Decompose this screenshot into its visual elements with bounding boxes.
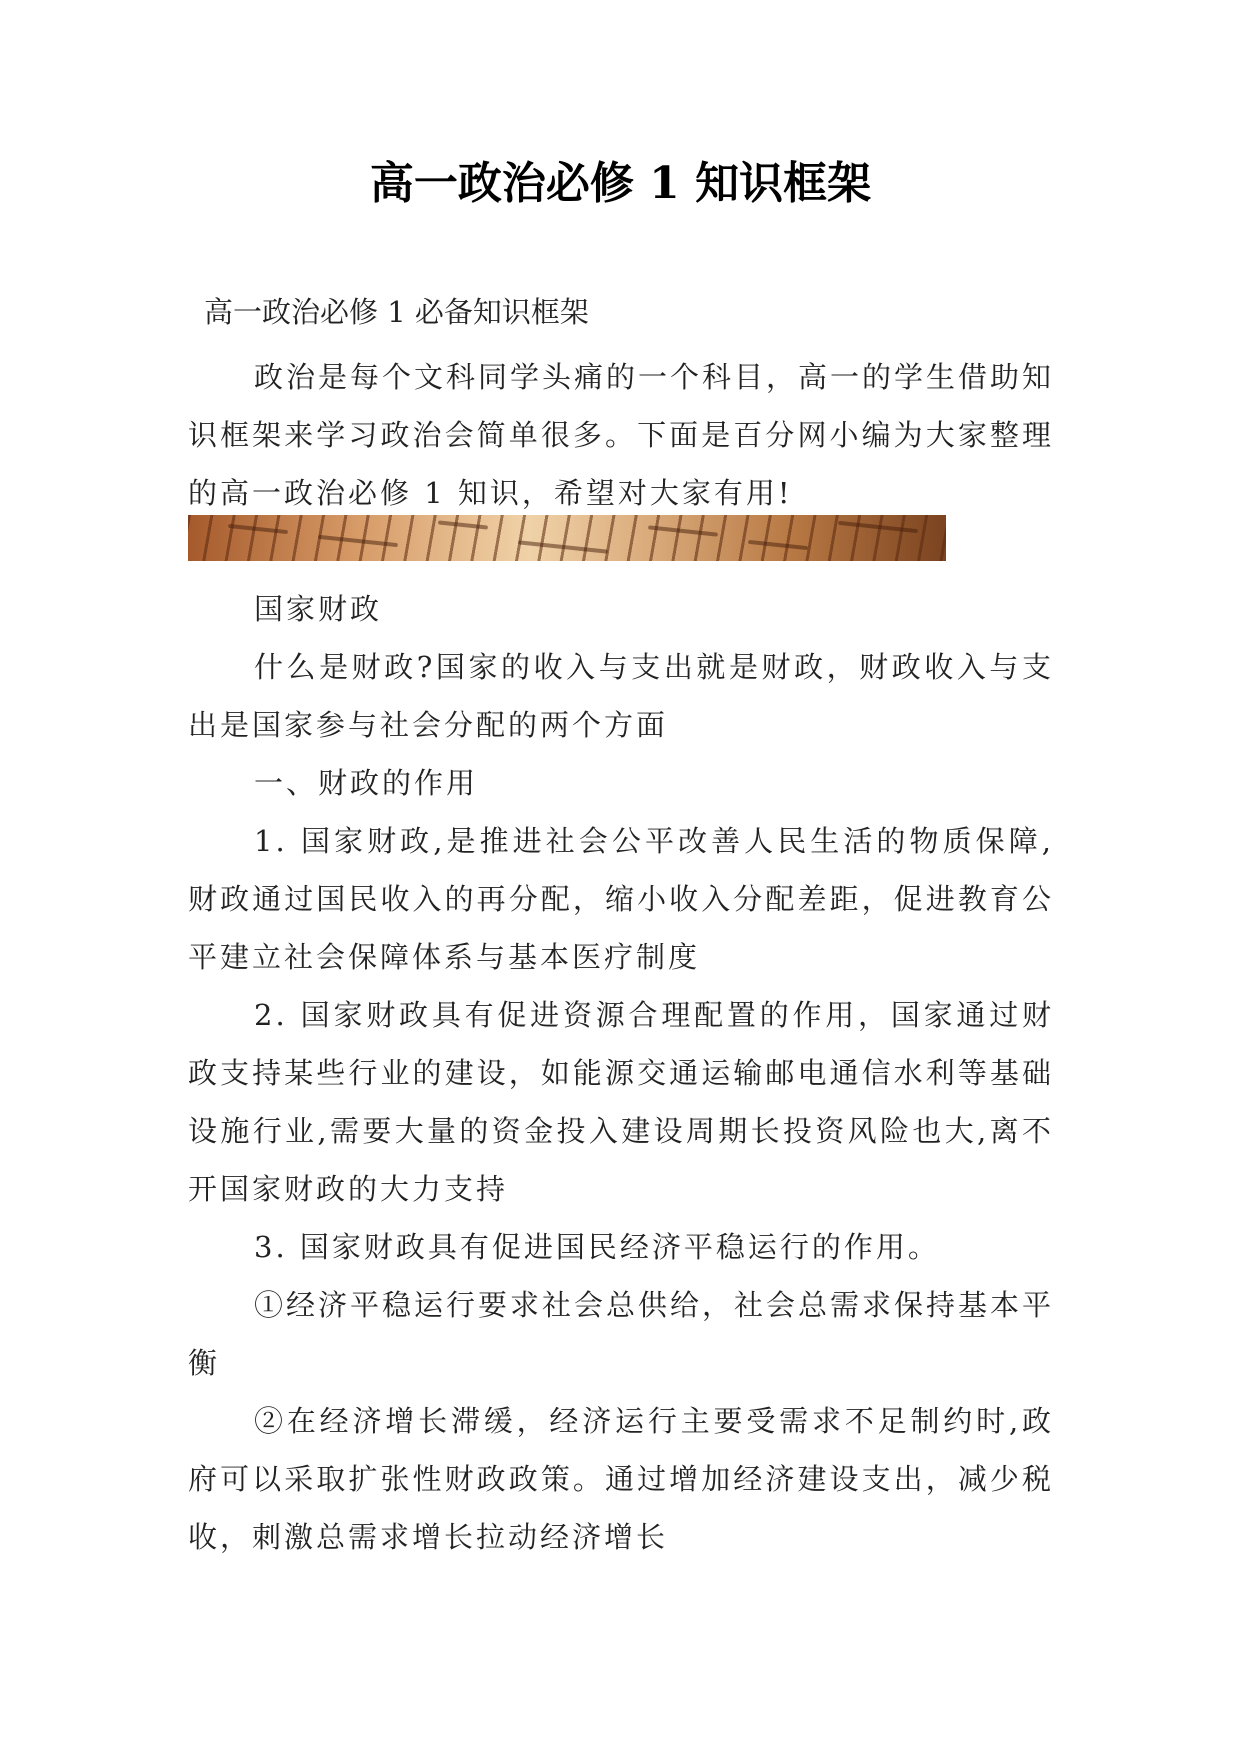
paragraph-definition: 什么是财政?国家的收入与支出就是财政，财政收入与支出是国家参与社会分配的两个方面 [188,650,1054,742]
paragraph-subpoint-2: ②在经济增长滞缓，经济运行主要受需求不足制约时,政府可以采取扩张性财政政策。通过增加经济建设支出，减少税收，刺激总需求增长拉动经济增长 [188,1404,1054,1554]
section-heading: 国家财政 [254,592,383,626]
intro-paragraph: 政治是每个文科同学头痛的一个科目，高一的学生借助知识框架来学习政治会简单很多。下面是百分网小编为大家整理的高一政治必修 1 知识，希望对大家有用! [188,360,1055,510]
paragraph-heading-role: 一、财政的作用 [254,766,479,800]
document-title: 高一政治必修 1 知识框架 [369,158,872,209]
decorative-banner-image [188,515,946,561]
paragraph-point-1: 1. 国家财政,是推进社会公平改善人民生活的物质保障,财政通过国民收入的再分配，缩小收入分配差距，促进教育公平建立社会保障体系与基本医疗制度 [188,824,1054,974]
paragraph-subpoint-1: ①经济平稳运行要求社会总供给，社会总需求保持基本平衡 [188,1288,1055,1380]
paragraph-point-3: 3. 国家财政具有促进国民经济平稳运行的作用。 [254,1230,940,1264]
paragraph-point-2: 2. 国家财政具有促进资源合理配置的作用，国家通过财政支持某些行业的建设，如能源交通运输邮电通信水利等基础设施行业,需要大量的资金投入建设周期长投资风险也大,离不开国家财政的大力支持 [188,998,1054,1206]
subtitle: 高一政治必修 1 必备知识框架 [204,295,589,329]
